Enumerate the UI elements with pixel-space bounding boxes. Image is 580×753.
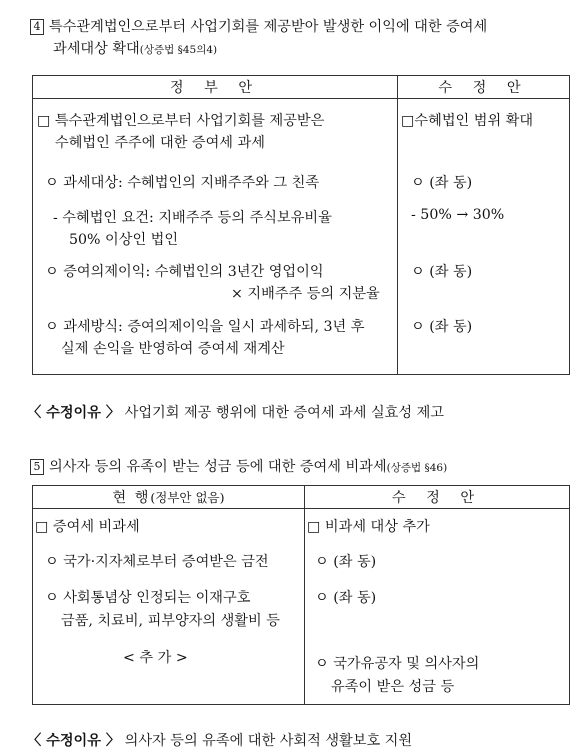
s4-row5-left-l1: ㅇ 과세방식: 증여의제이익을 일시 과세하되, 3년 후 xyxy=(45,319,365,335)
section4-table-header xyxy=(33,76,569,99)
section5-header-right: 수 정 안 xyxy=(391,490,483,506)
section4-title-line2: 과세대상 확대 xyxy=(53,41,140,57)
section5-title-ref: (상증법 §46) xyxy=(386,462,448,474)
s5-row1-left: □ 증여세 비과세 xyxy=(35,519,140,535)
section5-header-left-sub: (정부안 없음) xyxy=(150,490,225,505)
s5-row4-left: < 추 가 > xyxy=(123,650,188,666)
section4-reason-text: 사업기회 제공 행위에 대한 증여세 과세 실효성 제고 xyxy=(124,405,445,421)
s4-row5-right: ㅇ (좌 동) xyxy=(411,319,473,335)
section4-reason-label: 수정이유 xyxy=(46,405,101,421)
section5-title xyxy=(30,456,447,476)
s5-row2-right: ㅇ (좌 동) xyxy=(315,554,377,570)
section5-reason-text: 의사자 등의 유족에 대한 사회적 생활보호 지원 xyxy=(124,733,413,749)
section4-table xyxy=(32,75,570,375)
s4-row1-left-l2: 수혜법인 주주에 대한 증여세 과세 xyxy=(55,135,265,151)
section5-reason: 〈 수정이유 〉 의사자 등의 유족에 대한 사회적 생활보호 지원 xyxy=(27,733,413,749)
s5-row4-right-l2: 유족이 받은 성금 등 xyxy=(331,679,455,695)
section4-reason: 〈 수정이유 〉 사업기회 제공 행위에 대한 증여세 과세 실효성 제고 xyxy=(27,405,445,421)
s5-row3-left-l2: 금품, 치료비, 피부양자의 생활비 등 xyxy=(61,613,280,629)
s5-row1-right: □ 비과세 대상 추가 xyxy=(307,519,430,535)
section4-title-ref: (상증법 §45의4) xyxy=(139,44,218,56)
s4-row1-right: □수혜법인 범위 확대 xyxy=(401,113,534,129)
s5-row2-left: ㅇ 국가·지자체로부터 증여받은 금전 xyxy=(45,554,269,570)
section4-header-right: 수 정 안 xyxy=(438,80,529,96)
s5-row3-left-l1: ㅇ 사회통념상 인정되는 이재구호 xyxy=(45,590,251,606)
s4-row2-right: ㅇ (좌 동) xyxy=(411,175,473,191)
s4-row5-left-l2: 실제 손익을 반영하여 증여세 재계산 xyxy=(61,341,285,357)
section5-header-left-main: 현 행 xyxy=(112,490,151,506)
s4-row1-left-l1: □ 특수관계법인으로부터 사업기회를 제공받은 xyxy=(37,113,325,129)
s4-row3-left-l2: 50% 이상인 법인 xyxy=(69,232,179,248)
section4-header-left: 정 부 안 xyxy=(169,80,261,96)
s4-row4-left-l2: × 지배주주 등의 지분율 xyxy=(231,286,380,302)
s4-row3-right: - 50% → 30% xyxy=(411,207,505,223)
s5-row4-right-l1: ㅇ 국가유공자 및 의사자의 xyxy=(315,656,480,672)
section5-title-text: 의사자 등의 유족이 받는 성금 등에 대한 증여세 비과세 xyxy=(49,459,387,475)
section4-number: 4 xyxy=(30,19,44,35)
section5-header-left xyxy=(33,486,304,508)
section5-table-header xyxy=(33,486,569,509)
section5-number: 5 xyxy=(30,459,44,475)
s4-row4-left-l1: ㅇ 증여의제이익: 수혜법인의 3년간 영업이익 xyxy=(45,264,324,280)
s4-row2-left: ㅇ 과세대상: 수혜법인의 지배주주와 그 친족 xyxy=(45,175,320,191)
s5-row3-right: ㅇ (좌 동) xyxy=(315,590,377,606)
s4-row3-left-l1: - 수혜법인 요건: 지배주주 등의 주식보유비율 xyxy=(53,210,332,226)
section4-title-line1: 특수관계법인으로부터 사업기회를 제공받아 발생한 이익에 대한 증여세 xyxy=(49,19,488,35)
section5-reason-label: 수정이유 xyxy=(46,733,101,749)
section5-table xyxy=(32,485,570,705)
s4-row4-right: ㅇ (좌 동) xyxy=(411,264,473,280)
section4-title xyxy=(30,16,575,61)
